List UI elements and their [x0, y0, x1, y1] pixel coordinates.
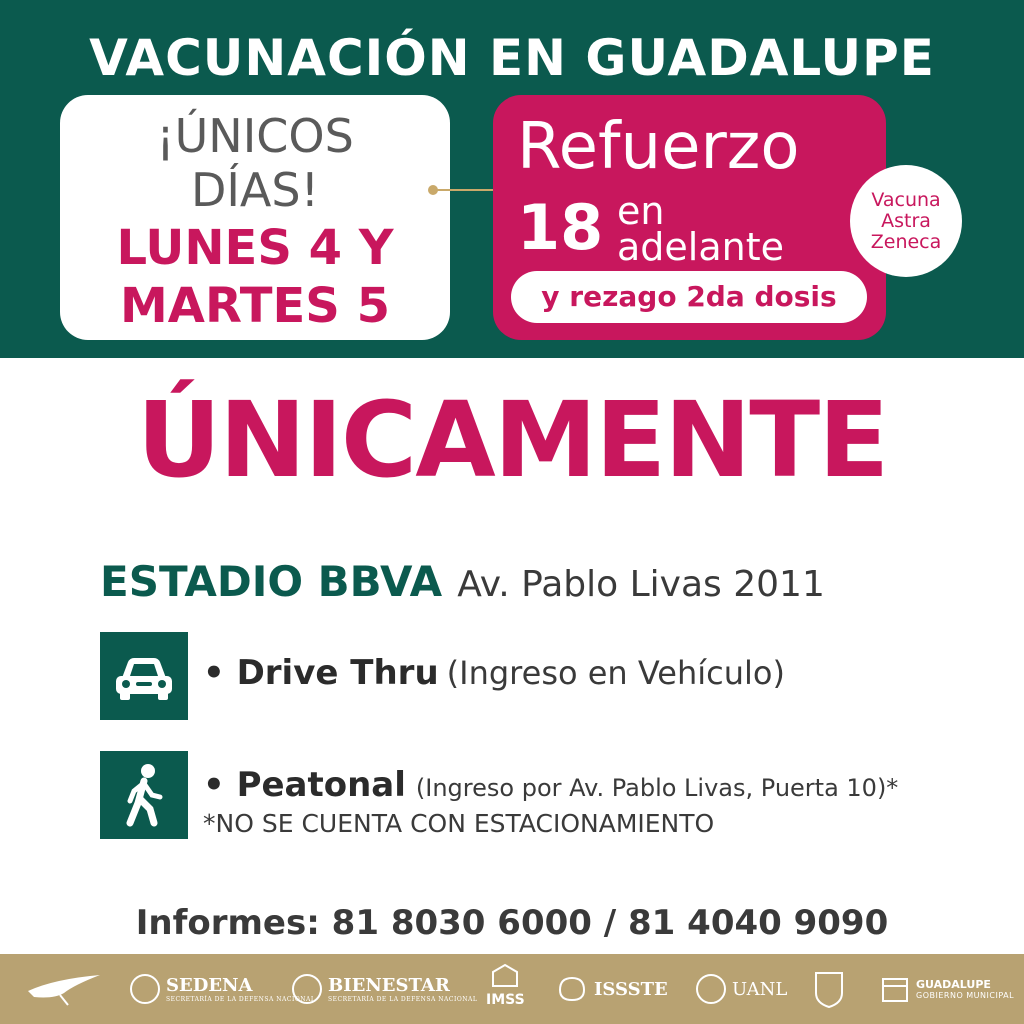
vaccine-badge-line: Vacuna	[871, 188, 941, 211]
booster-age-line-2: adelante	[617, 225, 784, 269]
booster-box	[493, 95, 886, 340]
guadalupe-name: GUADALUPE	[916, 978, 991, 991]
seal-icon	[696, 974, 726, 1004]
eagle-logo	[24, 968, 104, 1010]
guadalupe-logo	[880, 968, 1014, 1010]
imss-logo	[486, 962, 525, 1018]
booster-age: 18	[517, 191, 604, 264]
bienestar-logo	[292, 968, 477, 1010]
booster-title: Refuerzo	[517, 110, 800, 184]
option-label: • Peatonal	[203, 765, 406, 805]
car-icon	[100, 632, 188, 720]
page-title: VACUNACIÓN EN GUADALUPE	[89, 29, 935, 87]
highlight-heading: ÚNICAMENTE	[136, 379, 888, 501]
option-pedestrian	[203, 762, 898, 814]
option-drive-thru	[203, 650, 785, 702]
header-band	[0, 0, 1024, 358]
dates-line-1: ¡ÚNICOS	[156, 109, 354, 163]
dates-line-3: LUNES 4 Y	[116, 220, 394, 276]
bienestar-name: BIENESTAR	[328, 975, 450, 996]
nuevo-leon-shield-logo	[812, 968, 846, 1010]
guadalupe-subtitle: GOBIERNO MUNICIPAL	[916, 991, 1015, 1000]
venue-address: Av. Pablo Livas 2011	[457, 564, 825, 605]
bienestar-subtitle: SECRETARÍA DE LA DEFENSA NACIONAL	[328, 996, 478, 1003]
venue-line	[100, 556, 1000, 617]
vaccine-badge-line: Astra	[881, 209, 931, 232]
imss-name: IMSS	[486, 992, 525, 1008]
vaccine-badge	[850, 165, 962, 277]
second-dose-pill: y rezago 2da dosis	[511, 271, 867, 323]
seal-icon	[292, 974, 322, 1004]
issste-logo	[556, 968, 668, 1010]
vaccine-badge-line: Zeneca	[870, 230, 942, 253]
option-detail: (Ingreso por Av. Pablo Livas, Puerta 10)*	[415, 774, 899, 802]
sedena-subtitle: SECRETARÍA DE LA DEFENSA NACIONAL	[166, 996, 316, 1003]
parking-note: *NO SE CUENTA CON ESTACIONAMIENTO	[203, 809, 715, 838]
option-label: • Drive Thru	[203, 653, 439, 693]
uanl-logo	[696, 968, 787, 1010]
sedena-logo	[130, 968, 315, 1010]
sedena-name: SEDENA	[166, 975, 253, 996]
walking-person-icon	[100, 751, 188, 839]
option-detail: (Ingreso en Vehículo)	[446, 654, 785, 692]
contact-info: Informes: 81 8030 6000 / 81 4040 9090	[135, 903, 889, 943]
seal-icon	[130, 974, 160, 1004]
booster-age-line-1: en	[617, 189, 665, 233]
connector-dot	[428, 185, 438, 195]
dates-box	[60, 95, 450, 340]
uanl-name: UANL	[732, 978, 788, 1000]
dates-line-2: DÍAS!	[190, 163, 320, 217]
dates-line-4: MARTES 5	[120, 278, 390, 334]
venue-name: ESTADIO BBVA	[100, 557, 443, 606]
issste-name: ISSSTE	[594, 978, 668, 1000]
footer-logos	[0, 954, 1024, 1024]
